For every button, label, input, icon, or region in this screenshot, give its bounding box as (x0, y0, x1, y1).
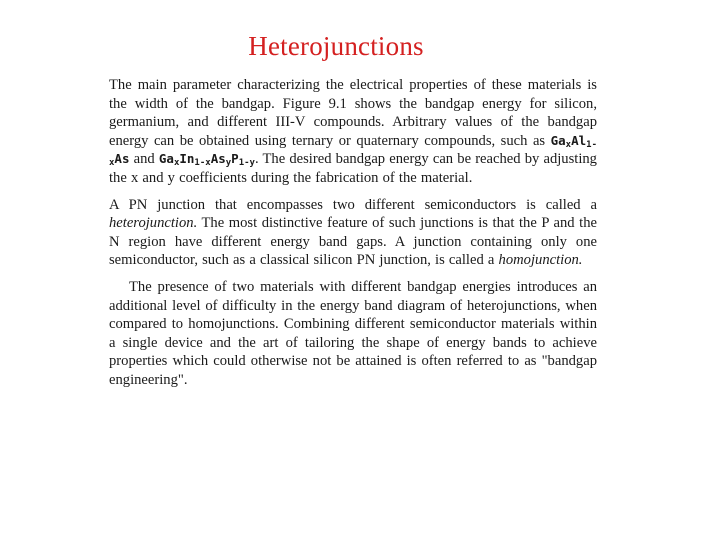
formula-gaalas: $Ga_xAl_{1-x}As$ (109, 132, 597, 169)
formula-gainasp: $Ga_xIn_{1-x}As_yP_{1-y}$ (158, 151, 255, 169)
paragraph-text: A PN junction that encompasses two different semiconductors is called a (109, 196, 597, 213)
term-heterojunction: heterojunction. (109, 215, 198, 232)
term-homojunction: homojunction. (498, 252, 583, 269)
paragraph-bandgap (109, 76, 597, 188)
paragraph-text: The most distinctive feature of such junctions is that the P and the N region have different energy band gaps. A junction containing only one semiconductor, such as a classical silicon PN junction, is called a (109, 215, 597, 269)
paragraph-text: . The desired bandgap energy can be reached by adjusting the x and y coefficients during the fabrication of the material. (109, 151, 597, 186)
paragraph-bandgap-engineering: The presence of two materials with different bandgap energies introduces an additional level of difficulty in the energy band diagram of heterojunctions, when compared to homojunctions. Combining different semiconductor materials within a single device and the art of tailoring the shape of energy bands to achieve properties which could otherwise not be attained is often referred to as "bandgap engineering". (109, 278, 597, 388)
body-text (109, 76, 597, 390)
paragraph-text: The main parameter characterizing the electrical properties of these materials is the width of the bandgap. Figure 9.1 shows the bandgap energy for silicon, germanium, and different III-V compounds. Arbitrary values of the bandgap energy can be obtained using ternary or quaternary compounds, such as (109, 77, 597, 149)
paragraph-pn-junction (109, 196, 597, 270)
slide-title: Heterojunctions (248, 31, 424, 61)
paragraph-text: and (129, 151, 159, 168)
